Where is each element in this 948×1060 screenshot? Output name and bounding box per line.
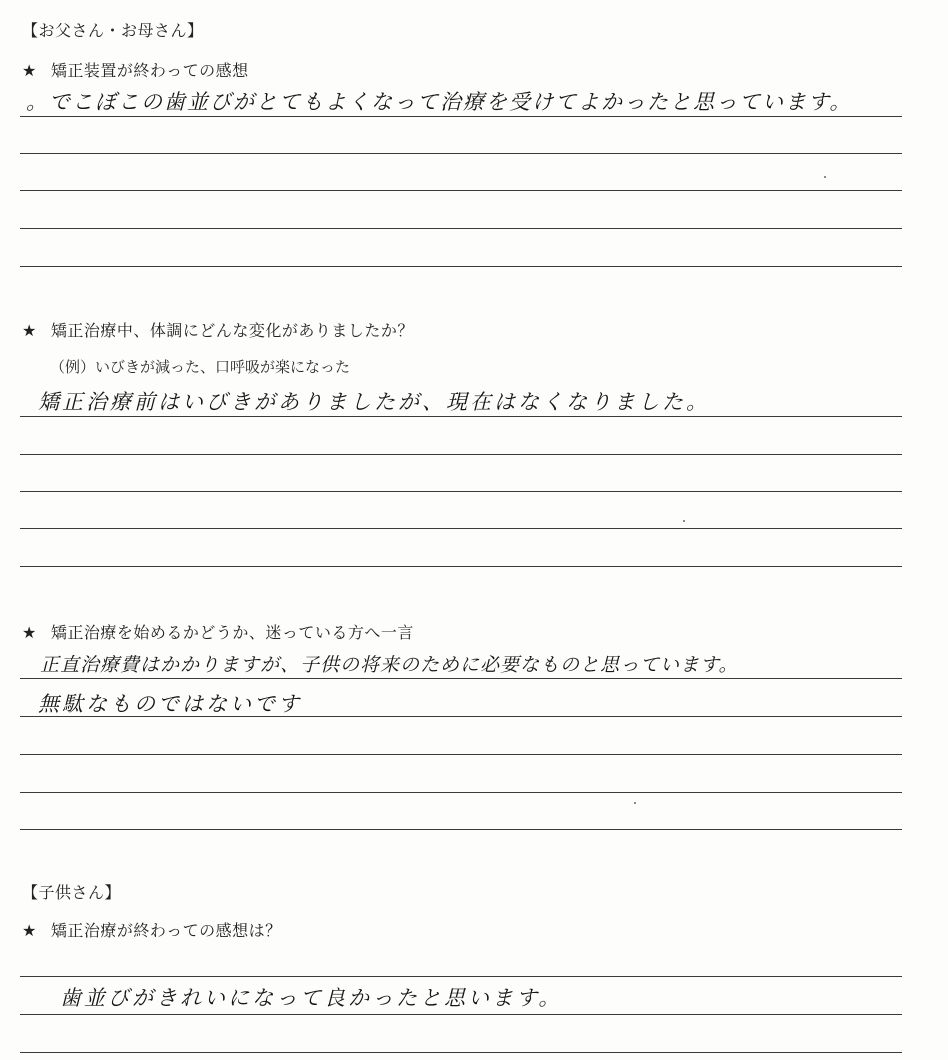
answer-2: 矯正治療前はいびきがありましたが、現在はなくなりました。 (38, 390, 710, 414)
question-1 (22, 58, 249, 81)
answer-line (20, 116, 902, 117)
star-icon: ★ (22, 61, 37, 80)
answer-line (20, 678, 902, 679)
question-2-text: 矯正治療中、体調にどんな変化がありましたか？ (50, 321, 414, 340)
answer-line (20, 976, 902, 977)
answer-line (20, 566, 902, 567)
child-heading: 【子供さん】 (22, 883, 122, 902)
parents-heading: 【お父さん・お母さん】 (22, 21, 204, 40)
scan-speck (683, 520, 685, 522)
question-2-example: （例）いびきが減った、口呼吸が楽になった (50, 358, 351, 376)
answer-line (20, 1014, 902, 1015)
star-icon: ★ (22, 321, 37, 340)
child-question-1 (22, 918, 282, 941)
answer-1: 。でこぼこの歯並びがとてもよくなって治療を受けてよかったと思っています。 (26, 90, 853, 114)
star-icon: ★ (22, 921, 37, 940)
answer-line (20, 716, 902, 717)
answer-line (20, 792, 902, 793)
question-2 (22, 318, 414, 341)
answer-line (20, 190, 902, 191)
answer-line (20, 416, 902, 417)
child-answer-1: 歯並びがきれいになって良かったと思います。 (60, 986, 563, 1010)
answer-line (20, 754, 902, 755)
answer-3-line-2: 無駄なものではないです (38, 692, 302, 716)
child-question-1-text: 矯正治療が終わっての感想は？ (50, 921, 282, 940)
answer-line (20, 454, 902, 455)
answer-line (20, 153, 902, 154)
answer-line (20, 491, 902, 492)
question-3 (22, 620, 414, 643)
question-1-text: 矯正装置が終わっての感想 (50, 61, 249, 80)
answer-line (20, 829, 902, 830)
scan-speck (634, 802, 636, 804)
answer-line (20, 266, 902, 267)
answer-line (20, 528, 902, 529)
question-3-text: 矯正治療を始めるかどうか、迷っている方へ一言 (50, 623, 414, 642)
scan-speck (824, 176, 826, 178)
answer-line (20, 228, 902, 229)
answer-3-line-1: 正直治療費はかかりますが、子供の将来のために必要なものと思っています。 (40, 654, 739, 676)
star-icon: ★ (22, 623, 37, 642)
answer-line (20, 1052, 902, 1053)
